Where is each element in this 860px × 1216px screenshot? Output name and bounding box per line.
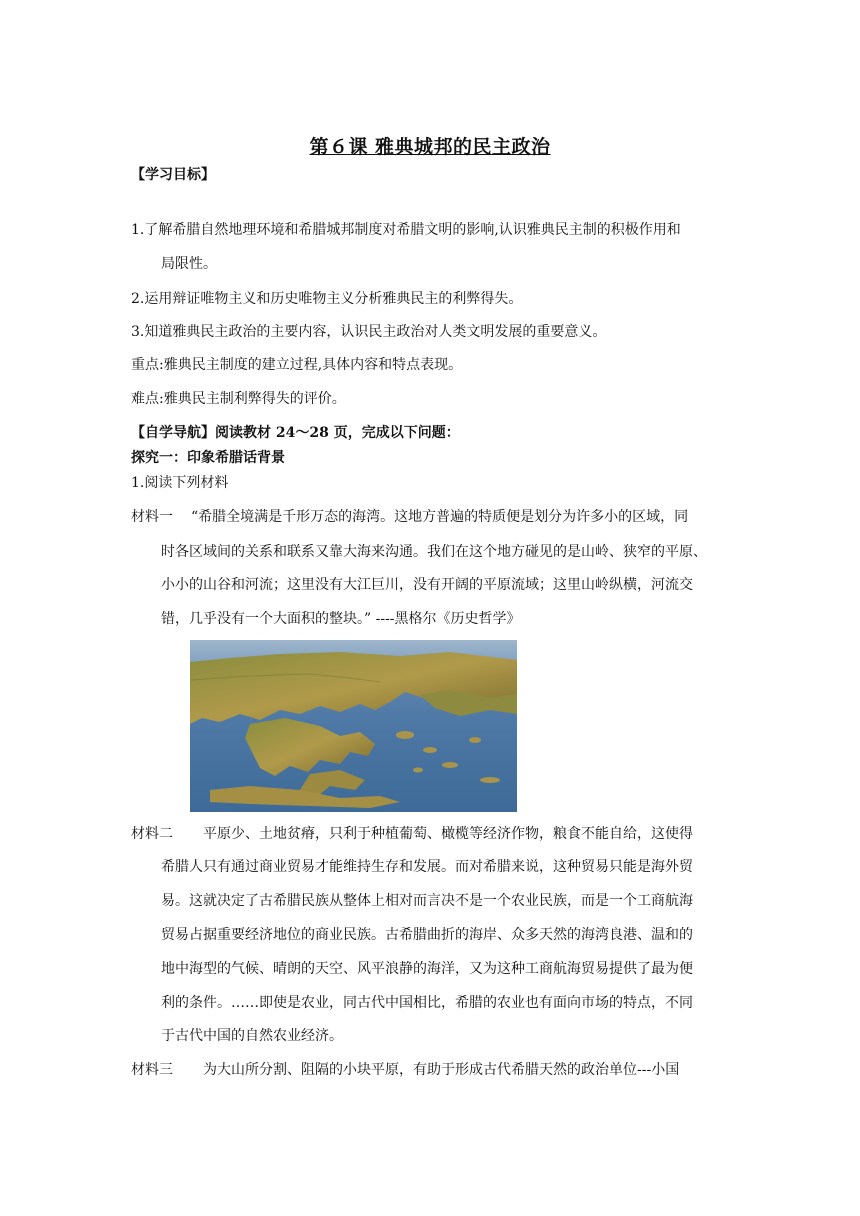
material-1-text-1: “希腊全境满是千形万态的海湾。这地方普遍的特质便是划分为许多小的区域，同 [191,509,689,525]
difficulty: 难点:雅典民主制利弊得失的评价。 [131,391,346,407]
guide-header: 【自学导航】阅读教材 24～28 页，完成以下问题： [131,425,460,441]
material-3-label: 材料三 [131,1062,173,1078]
key-point: 重点:雅典民主制度的建立过程,具体内容和特点表现。 [131,357,463,373]
read-prompt: 1.阅读下列材料 [131,475,229,491]
material-2-line-6: 利的条件。……即使是农业，同古代中国相比，希腊的农业也有面向市场的特点，不同 [161,995,693,1011]
material-2-text-1: 平原少、土地贫瘠，只利于种植葡萄、橄榄等经济作物，粮食不能自给，这使得 [203,826,693,842]
greece-relief-map-image [190,640,517,812]
material-2-line-3: 易。这就决定了古希腊民族从整体上相对而言决不是一个农业民族，而是一个工商航海 [161,893,693,909]
objective-2: 2.运用辩证唯物主义和历史唯物主义分析雅典民主的利弊得失。 [131,291,523,307]
material-1-line-1 [131,508,688,526]
material-2-line-5: 地中海型的气候、晴朗的天空、风平浪静的海洋，又为这种工商航海贸易提供了最为便 [161,961,693,977]
objective-1-line-2: 局限性。 [161,256,217,272]
objectives-header: 【学习目标】 [131,167,215,183]
material-2-line-2: 希腊人只有通过商业贸易才能维持生存和发展。而对希腊来说，这种贸易只能是海外贸 [161,859,693,875]
objective-1-line-1: 1.了解希腊自然地理环境和希腊城邦制度对希腊文明的影响,认识雅典民主制的积极作用和 [131,222,681,238]
explore-1-heading: 探究一：印象希腊话背景 [131,450,285,466]
material-2-line-7: 于古代中国的自然农业经济。 [161,1028,343,1044]
material-1-line-2: 时各区域间的关系和联系又靠大海来沟通。我们在这个地方碰见的是山岭、狭窄的平原、 [161,544,707,560]
material-2-line-1 [131,825,693,843]
material-3-line-1 [131,1061,679,1079]
map-illustration [190,640,517,812]
material-3-text-1: 为大山所分割、阻隔的小块平原，有助于形成古代希腊天然的政治单位---小国 [203,1062,680,1078]
material-1-label: 材料一 [131,509,173,525]
page-title: 第６课 雅典城邦的民主政治 [309,136,551,158]
material-2-label: 材料二 [131,826,173,842]
material-2-line-4: 贸易占据重要经济地位的商业民族。古希腊曲折的海岸、众多天然的海湾良港、温和的 [161,927,693,943]
objective-3: 3.知道雅典民主政治的主要内容，认识民主政治对人类文明发展的重要意义。 [131,324,607,340]
material-1-line-4: 错，几乎没有一个大面积的整块。” ----黑格尔《历史哲学》 [161,611,521,627]
material-1-line-3: 小小的山谷和河流；这里没有大江巨川，没有开阔的平原流域；这里山岭纵横，河流交 [161,577,693,593]
